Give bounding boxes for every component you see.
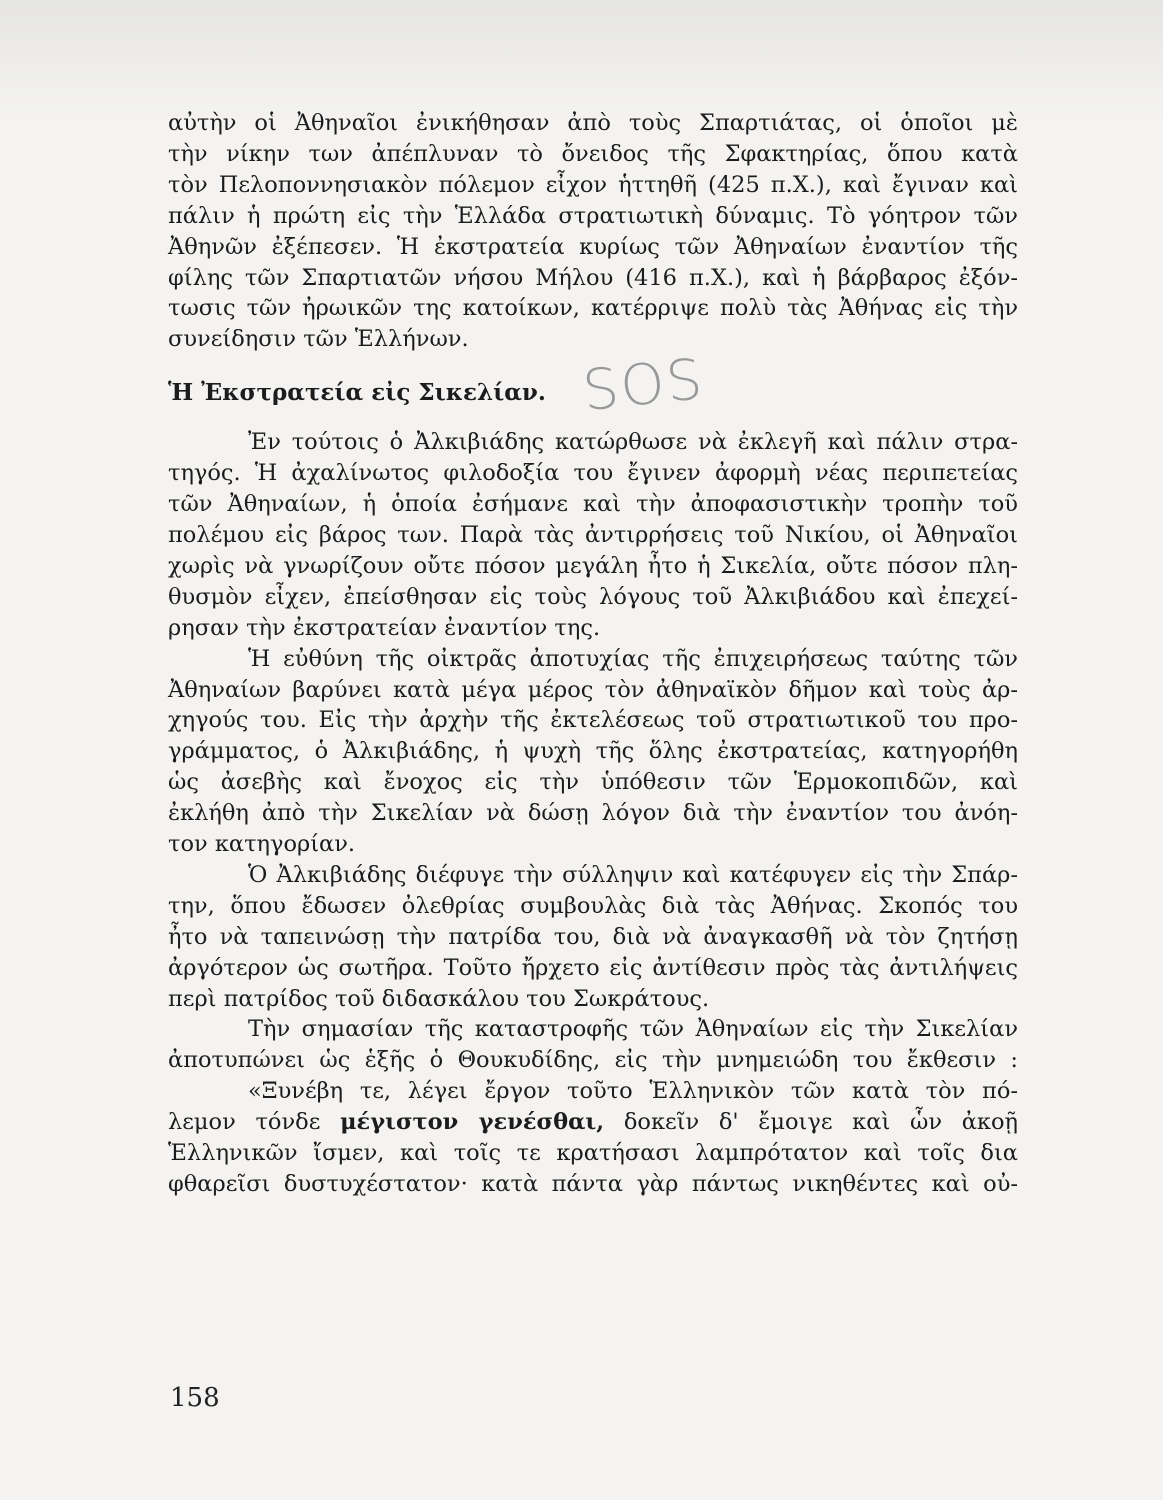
quote-text: δοκεῖν δ' ἔμοιγε καὶ ὧν ἀκοῇ: [604, 1109, 1018, 1136]
text-line: χωρὶς νὰ γνωρίζουν οὔτε πόσον μεγάλη ἦτο ἡ Σικελία, οὔτε πόσον πλη-: [168, 552, 1018, 579]
text-line: πάλιν ἡ πρώτη εἰς τὴν Ἑλλάδα στρατιωτικὴ δύναμις. Τὸ γόητρον τῶν: [168, 202, 1018, 229]
text-line: γράμματος, ὁ Ἀλκιβιάδης, ἡ ψυχὴ τῆς ὅλης ἐκστρατείας, κατηγορήθη: [168, 738, 1018, 765]
text-line: Ἐν τούτοις ὁ Ἀλκιβιάδης κατώρθωσε νὰ ἐκλεγῆ καὶ πάλιν στρα-: [248, 429, 1018, 456]
text-line: Ἡ εὐθύνη τῆς οἰκτρᾶς ἀποτυχίας τῆς ἐπιχειρήσεως ταύτης τῶν: [248, 645, 1018, 672]
text-line: τῶν Ἀθηναίων, ἡ ὁποία ἐσήμανε καὶ τὴν ἀποφασιστικὴν τροπὴν τοῦ: [168, 491, 1018, 518]
text-line: θυσμὸν εἶχεν, ἐπείσθησαν εἰς τοὺς λόγους τοῦ Ἀλκιβιάδου καὶ ἐπεχεί-: [168, 583, 1018, 610]
page-number: 158: [170, 1383, 220, 1413]
paragraph-3: [168, 644, 1018, 860]
paragraph-5: [168, 1014, 1018, 1076]
text-line: Τὴν σημασίαν τῆς καταστροφῆς τῶν Ἀθηναίων εἰς τὴν Σικελίαν: [248, 1016, 1018, 1043]
text-line: χηγούς του. Εἰς τὴν ἀρχὴν τῆς ἐκτελέσεως τοῦ στρατιωτικοῦ του προ-: [168, 707, 1018, 734]
text-line: περὶ πατρίδος τοῦ διδασκάλου του Σωκράτους.: [168, 985, 710, 1012]
text-line: φίλης τῶν Σπαρτιατῶν νήσου Μήλου (416 π.Χ.), καὶ ἡ βάρβαρος ἐξόν-: [168, 264, 1018, 291]
text-line: ἐκλήθη ἀπὸ τὴν Σικελίαν νὰ δώσῃ λόγον διὰ τὴν ἐναντίον του ἀνόη-: [168, 800, 1018, 827]
handwritten-note: SOS: [579, 347, 708, 425]
text-line: Ἀθηναίων βαρύνει κατὰ μέγα μέρος τὸν ἀθηναϊκὸν δῆμον καὶ τοὺς ἀρ-: [168, 676, 1018, 703]
text-line: ὡς ἀσεβὴς καὶ ἔνοχος εἰς τὴν ὑπόθεσιν τῶν Ἑρμοκοπιδῶν, καὶ: [168, 769, 1018, 796]
text-line: Ἑλληνικῶν ἴσμεν, καὶ τοῖς τε κρατήσασι λαμπρότατον καὶ τοῖς δια: [168, 1140, 1018, 1167]
thucydides-quote: [168, 1076, 1018, 1200]
text-line: αὐτὴν οἱ Ἀθηναῖοι ἐνικήθησαν ἀπὸ τοὺς Σπαρτιάτας, οἱ ὁποῖοι μὲ: [168, 110, 1018, 136]
section-heading-block: [168, 347, 1018, 425]
text-line: συνείδησιν τῶν Ἑλλήνων.: [168, 326, 469, 353]
text-line: «Ξυνέβη τε, λέγει ἔργον τοῦτο Ἑλληνικὸν τῶν κατὰ τὸν πό-: [248, 1078, 1018, 1105]
text-line: τον κατηγορίαν.: [168, 831, 356, 858]
paragraph-4: [168, 860, 1018, 1015]
text-line: τὴν νίκην των ἀπέπλυναν τὸ ὄνειδος τῆς Σφακτηρίας, ὅπου κατὰ: [168, 140, 1018, 167]
text-line: τηγός. Ἡ ἀχαλίνωτος φιλοδοξία του ἔγινεν ἀφορμὴ νέας περιπετείας: [168, 460, 1018, 487]
text-line: ἦτο νὰ ταπεινώσῃ τὴν πατρίδα του, διὰ νὰ ἀναγκασθῆ νὰ τὸν ζητήσῃ: [168, 923, 1018, 950]
text-line: [168, 1107, 1018, 1138]
text-line: την, ὅπου ἔδωσεν ὀλεθρίας συμβουλὰς διὰ τὰς Ἀθήνας. Σκοπός του: [168, 892, 1018, 919]
paragraph-1: [168, 108, 1018, 355]
quote-text: λεμον τόνδε: [168, 1109, 341, 1136]
text-line: Ἀθηνῶν ἐξέπεσεν. Ἡ ἐκστρατεία κυρίως τῶν Ἀθηναίων ἐναντίον τῆς: [168, 233, 1018, 260]
quote-bold-text: μέγιστον γενέσθαι,: [340, 1109, 605, 1136]
page-body: [168, 108, 1018, 1200]
facing-page-bleed: [0, 0, 1163, 120]
text-line: ἀποτυπώνει ὡς ἑξῆς ὁ Θουκυδίδης, εἰς τὴν μνημειώδη του ἔκθεσιν :: [168, 1047, 1018, 1074]
text-line: φθαρεῖσι δυστυχέστατον· κατὰ πάντα γὰρ πάντως νικηθέντες καὶ οὐ-: [168, 1171, 1018, 1197]
text-line: ἀργότερον ὡς σωτῆρα. Τοῦτο ἤρχετο εἰς ἀντίθεσιν πρὸς τὰς ἀντιλήψεις: [168, 954, 1018, 981]
text-line: Ὁ Ἀλκιβιάδης διέφυγε τὴν σύλληψιν καὶ κατέφυγεν εἰς τὴν Σπάρ-: [248, 861, 1018, 888]
text-line: πολέμου εἰς βάρος των. Παρὰ τὰς ἀντιρρήσεις τοῦ Νικίου, οἱ Ἀθηναῖοι: [168, 521, 1018, 548]
text-line: ρησαν τὴν ἐκστρατείαν ἐναντίον της.: [168, 614, 601, 641]
section-heading: Ἡ Ἐκστρατεία εἰς Σικελίαν.: [168, 379, 546, 407]
text-line: τωσις τῶν ἠρωικῶν της κατοίκων, κατέρριψε πολὺ τὰς Ἀθήνας εἰς τὴν: [168, 295, 1018, 322]
paragraph-2: [168, 427, 1018, 643]
text-line: τὸν Πελοποννησιακὸν πόλεμον εἶχον ἡττηθῆ (425 π.Χ.), καὶ ἔγιναν καὶ: [168, 171, 1018, 198]
